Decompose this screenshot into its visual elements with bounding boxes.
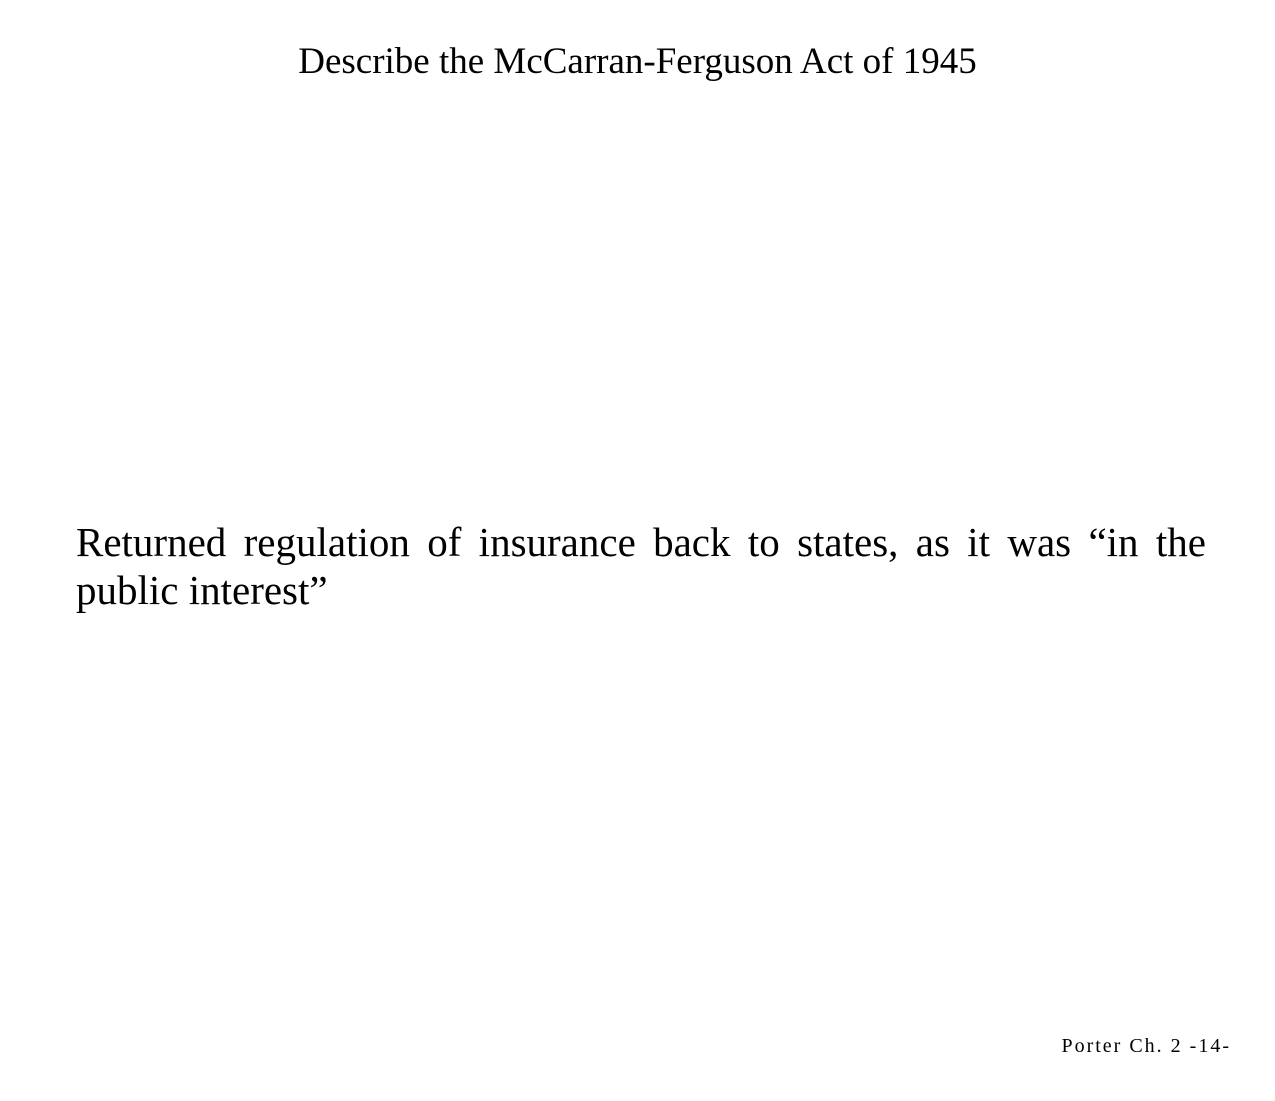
- card-answer: Returned regulation of insurance back to states, as it was “in the public interest”: [76, 519, 1206, 613]
- card-question: Describe the McCarran-Ferguson Act of 1945: [298, 41, 977, 82]
- source-footer: Porter Ch. 2 -14-: [1061, 1035, 1231, 1057]
